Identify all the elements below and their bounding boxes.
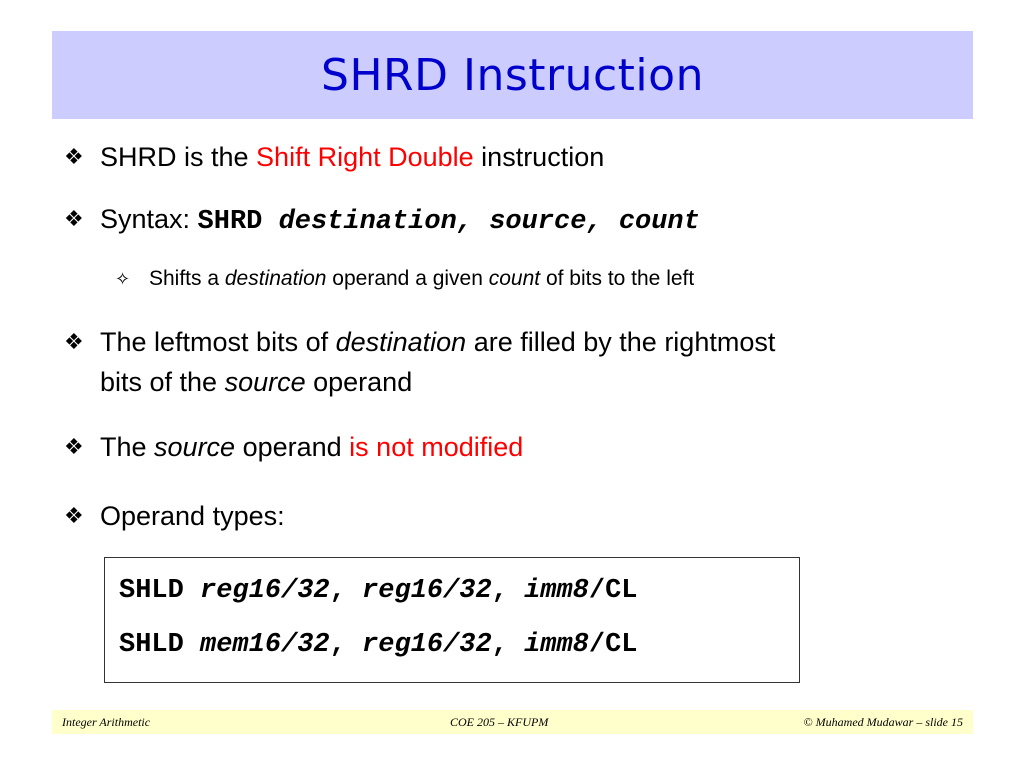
emphasis-text: is not modified [349, 432, 524, 462]
bullet-italic: destination [335, 327, 467, 357]
bullet-syntax [64, 199, 700, 242]
sub-text: of bits to the left [540, 267, 695, 290]
diamond-bullet-icon: ❖ [64, 206, 84, 231]
bullet-operand-types [64, 496, 285, 536]
code-line-1: SHLD reg16/32, reg16/32, imm8/CL [119, 576, 638, 606]
bullet-text: operand [235, 432, 350, 462]
bullet-italic: source [224, 367, 306, 397]
footer-right: © Muhamed Mudawar – slide 15 [803, 715, 963, 729]
footer-center: COE 205 – KFUPM [450, 715, 549, 729]
bullet-text: The [100, 432, 155, 462]
slide-title: SHRD Instruction [321, 49, 704, 101]
sub-italic: destination [224, 267, 327, 290]
footer-bar [52, 710, 973, 734]
bullet-text: instruction [473, 142, 605, 172]
emphasis-text: Shift Right Double [256, 142, 474, 172]
sub-text: Shifts a [149, 267, 225, 290]
sub-bullet-shifts [115, 264, 694, 294]
bullet-text: operand [305, 367, 413, 397]
bullet-text: Operand types: [100, 501, 285, 531]
diamond-bullet-icon: ❖ [64, 144, 84, 169]
syntax-args: destination, source, count [278, 207, 700, 237]
title-bar [52, 31, 973, 119]
star-bullet-icon: ✧ [115, 269, 131, 289]
sub-italic: count [488, 267, 541, 290]
bullet-text: bits of the [100, 367, 225, 397]
bullet-text: The leftmost bits of [100, 327, 336, 357]
code-line-2: SHLD mem16/32, reg16/32, imm8/CL [119, 630, 638, 660]
footer-left: Integer Arithmetic [62, 715, 151, 729]
diamond-bullet-icon: ❖ [64, 503, 84, 528]
bullet-definition [64, 137, 604, 177]
bullet-text: are filled by the rightmost [466, 327, 776, 357]
operand-types-box [104, 557, 800, 683]
bullet-text: SHRD is the [100, 142, 257, 172]
bullet-italic: source [154, 432, 236, 462]
bullet-text: Syntax: [100, 204, 198, 234]
diamond-bullet-icon: ❖ [64, 434, 84, 459]
bullet-source-unmodified [64, 427, 523, 467]
diamond-bullet-icon: ❖ [64, 329, 84, 354]
bullet-leftmost-bits [64, 322, 775, 402]
sub-text: operand a given [326, 267, 489, 290]
syntax-keyword: SHRD [197, 207, 263, 237]
